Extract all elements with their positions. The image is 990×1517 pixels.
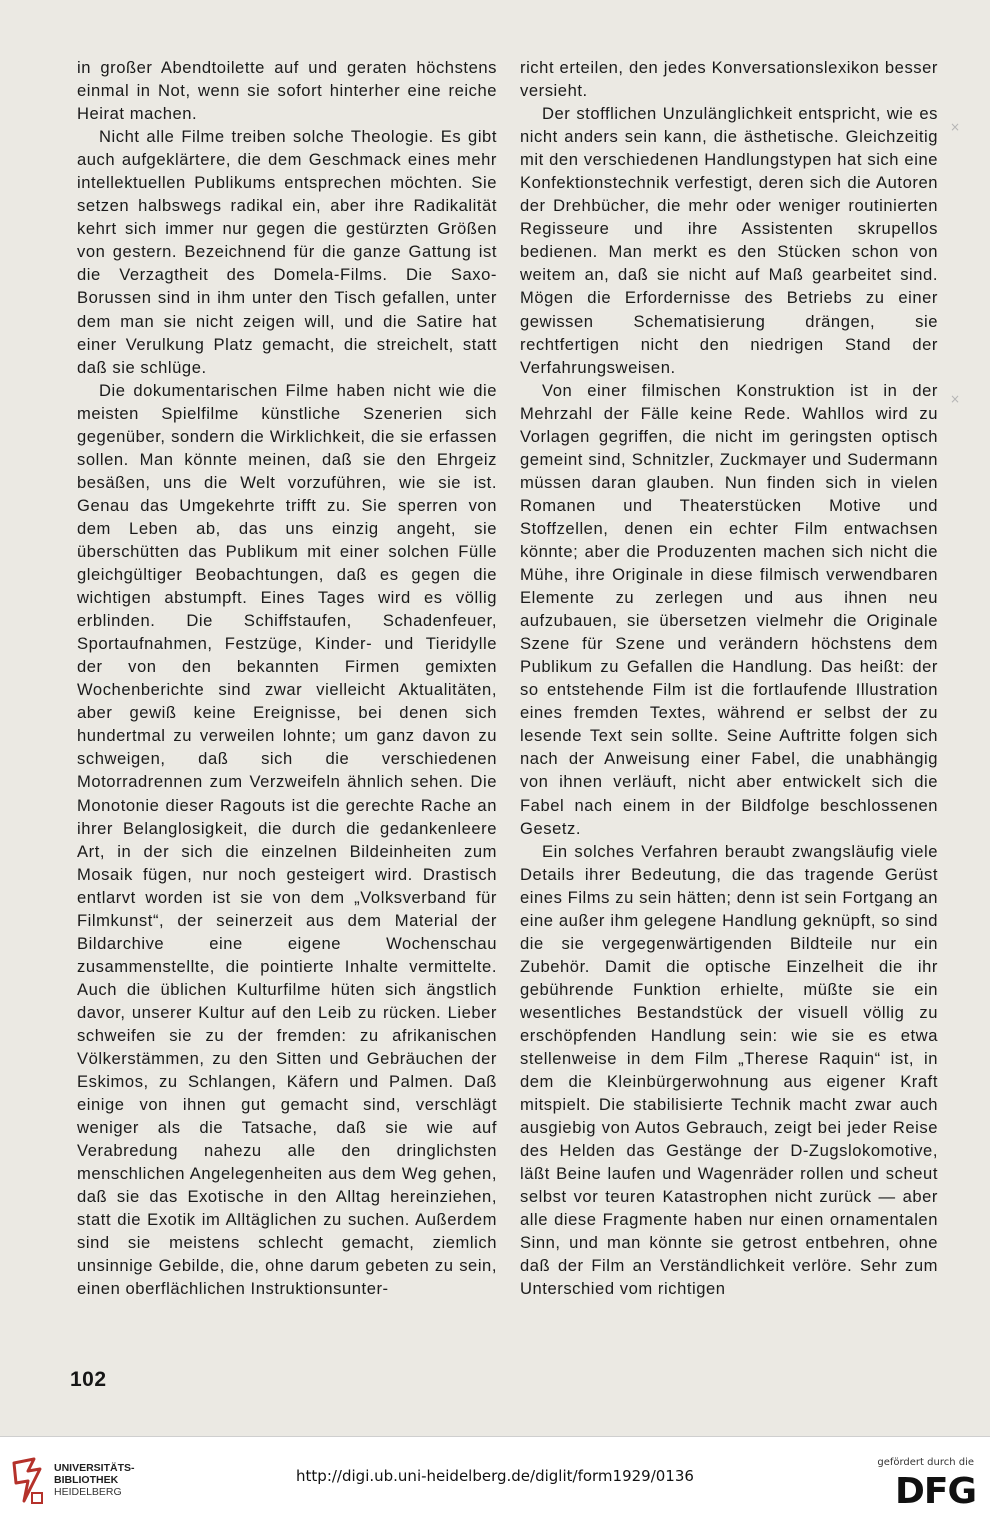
- dfg-logo[interactable]: DFG: [894, 1471, 976, 1512]
- right-text-column: [520, 56, 938, 1301]
- left-text-column: [77, 56, 497, 1301]
- funder-note: gefördert durch die: [877, 1457, 974, 1468]
- paragraph: Die dokumentarischen Filme haben nicht wie die meisten Spielfilme künstliche Szenerien sich gegenüber, sondern die Wirklichkeit, die sie erfassen sollen. Man könnte meinen, daß sie den Ehrgeiz besäßen, uns die Welt vorzuführen, wie sie ist. Genau das Umgekehrte trifft zu. Sie sperren von dem Leben ab, das uns einzig angeht, sie überschütten das Publikum mit einer solchen Fülle gleichgültiger Beobachtungen, daß es gegen die wichtigen abstumpft. Eines Tages wird es völlig erblinden. Die Schiffstaufen, Schadenfeuer, Sportaufnahmen, Festzüge, Kinder- und Tieridylle der von den bekannten Firmen gemixten Wochenberichte sind zwar vielleicht Aktualitäten, aber gewiß keine Ereignisse, bei denen sich hundertmal zu verweilen lohnte; um ganz davon zu schweigen, daß sich die verschiedenen Motorradrennen zum Verzweifeln ähnlich sehen. Die Monotonie dieser Ragouts ist die gerechte Rache an ihrer Belanglosigkeit, die durch die gedankenleere Art, in der sich die einzelnen Bildeinheiten zum Mosaik fügen, nur noch gesteigert wird. Drastisch entlarvt worden ist sie von dem „Volksverband für Filmkunst“, der seinerzeit aus dem Material der Bildarchive eine eigene Wochenschau zusammenstellte, die pointierte Inhalte vermittelte. Auch die üblichen Kulturfilme hüten sich ängstlich davor, unserer Kultur auf den Leib zu rücken. Lieber schweifen sie zu der fremden: zu afrikanischen Völkerstämmen, zu den Sitten und Gebräuchen der Eskimos, zu Schlangen, Käfern und Palmen. Daß einige von ihnen gut gemacht sind, verschlägt weniger als die Tatsache, daß sie wie auf Verabredung nahezu alle den dringlichsten menschlichen Angelegenheiten aus dem Weg gehen, daß sie das Exotische in den Alltag hereinziehen, statt die Exotik im Alltäglichen zu suchen. Außerdem sind sie meistens schlecht gemacht, ziemlich unsinnige Gebilde, die, ohne darum gebeten zu sein, einen oberflächlichen Instruktionsunter-: [77, 380, 497, 1299]
- library-name-line: HEIDELBERG: [54, 1486, 122, 1498]
- library-name-line: BIBLIOTHEK: [54, 1474, 119, 1486]
- footer-bar: [0, 1436, 990, 1517]
- paragraph: richt erteilen, den jedes Konversationslexikon besser versieht.: [520, 58, 938, 101]
- scan-mark: ×: [950, 120, 961, 134]
- permalink-url[interactable]: http://digi.ub.uni-heidelberg.de/diglit/form1929/0136: [296, 1467, 694, 1485]
- paragraph: Der stofflichen Unzulänglichkeit entspricht, wie es nicht anders sein kann, die ästhetische. Gleichzeitig mit den verschiedenen Handlungstypen hat sich eine Konfektionstechnik verfestigt, deren sich die Autoren der Drehbücher, die mehr oder weniger routinierten Regisseure und ihre Assistenten skrupellos bedienen. Man merkt es den Stücken schon von weitem an, daß sie nicht auf Maß gearbeitet sind. Mögen die Erfordernisse des Betriebs zu einer gewissen Schematisierung drängen, sie rechtfertigen nicht den niedrigen Stand der Verfahrungsweisen.: [520, 104, 938, 377]
- library-name-line: UNIVERSITÄTS-: [54, 1462, 135, 1474]
- paragraph: in großer Abendtoilette auf und geraten höchstens einmal in Not, wenn sie sofort hinterher eine reiche Heirat machen.: [77, 58, 497, 124]
- paragraph: Von einer filmischen Konstruktion ist in der Mehrzahl der Fälle keine Rede. Wahllos wird zu Vorlagen gegriffen, die nicht im geringsten optisch gemeint sind, Schnitzler, Zuckmayer und Sudermann müssen daran glauben. Nun finden sich in vielen Romanen und Theaterstücken Motive und Stoffzellen, denen ein echter Film entwachsen könnte; aber die Produzenten machen sich nicht die Mühe, ihre Originale in diese filmisch verwendbaren Elemente zu zerlegen und aus ihnen neu aufzubauen, sie übersetzen vielmehr die Originale Szene für Szene und verändern höchstens dem Publikum zu Gefallen die Handlung. Das heißt: der so entstehende Film ist die fortlaufende Illustration eines fremden Textes, während er selbst der zu lesende Text sein sollte. Seine Auftritte folgen sich nach der Anweisung einer Fabel, die unabhängig von ihnen verläuft, nicht aber entwickelt sich die Fabel nach einem in der Bildfolge beschlossenen Gesetz.: [520, 380, 938, 838]
- scan-mark: ×: [950, 392, 961, 406]
- page-number: 102: [70, 1368, 107, 1391]
- paragraph: Ein solches Verfahren beraubt zwangsläufig viele Details ihrer Bedeutung, die das tragende Gerüst eines Films zu sein hätten; denn ist sein Fortgang an eine außer ihm gelegene Handlung geknüpft, so sind die sie vergegenwärtigenden Bildteile nur ein Zubehör. Damit die optische Einzelheit die ihr gebührende Funktion erhielte, müßte sie ein wesentliches Bestandstück der visuell völlig zu erschöpfenden Handlung sein: wie sie es etwa stellenweise in dem Film „Therese Raquin“ ist, in dem die Kleinbürgerwohnung aus eigener Kraft mitspielt. Die stabilisierte Technik macht zwar auch ausgiebig von Autos Gebrauch, zeigt bei jeder Reise des Helden das Gestänge der D-Zugslokomotive, läßt Beine laufen und Wagenräder rollen und scheut selbst vor teuren Katastrophen nicht zurück — aber alle diese Fragmente haben nur einen ornamentalen Sinn, und man könnte sie getrost entbehren, ohne daß der Film an Verständlichkeit verlöre. Sehr zum Unterschied vom richtigen: [520, 841, 938, 1299]
- paragraph: Nicht alle Filme treiben solche Theologie. Es gibt auch aufgeklärtere, die dem Geschmack eines mehr intellektuellen Publikums entsprechen möchten. Sie setzen halbswegs radikal ein, aber ihre Radikalität kehrt sich immer nur gegen die gestürzten Größen von gestern. Bezeichnend für die ganze Gattung ist die Verzagtheit des Domela-Films. Die Saxo-Borussen sind in ihm unter den Tisch gefallen, unter dem man sie nicht zeigen will, und die Satire hat einer Verulkung Platz gemacht, die streichelt, statt daß sie schlüge.: [77, 127, 497, 377]
